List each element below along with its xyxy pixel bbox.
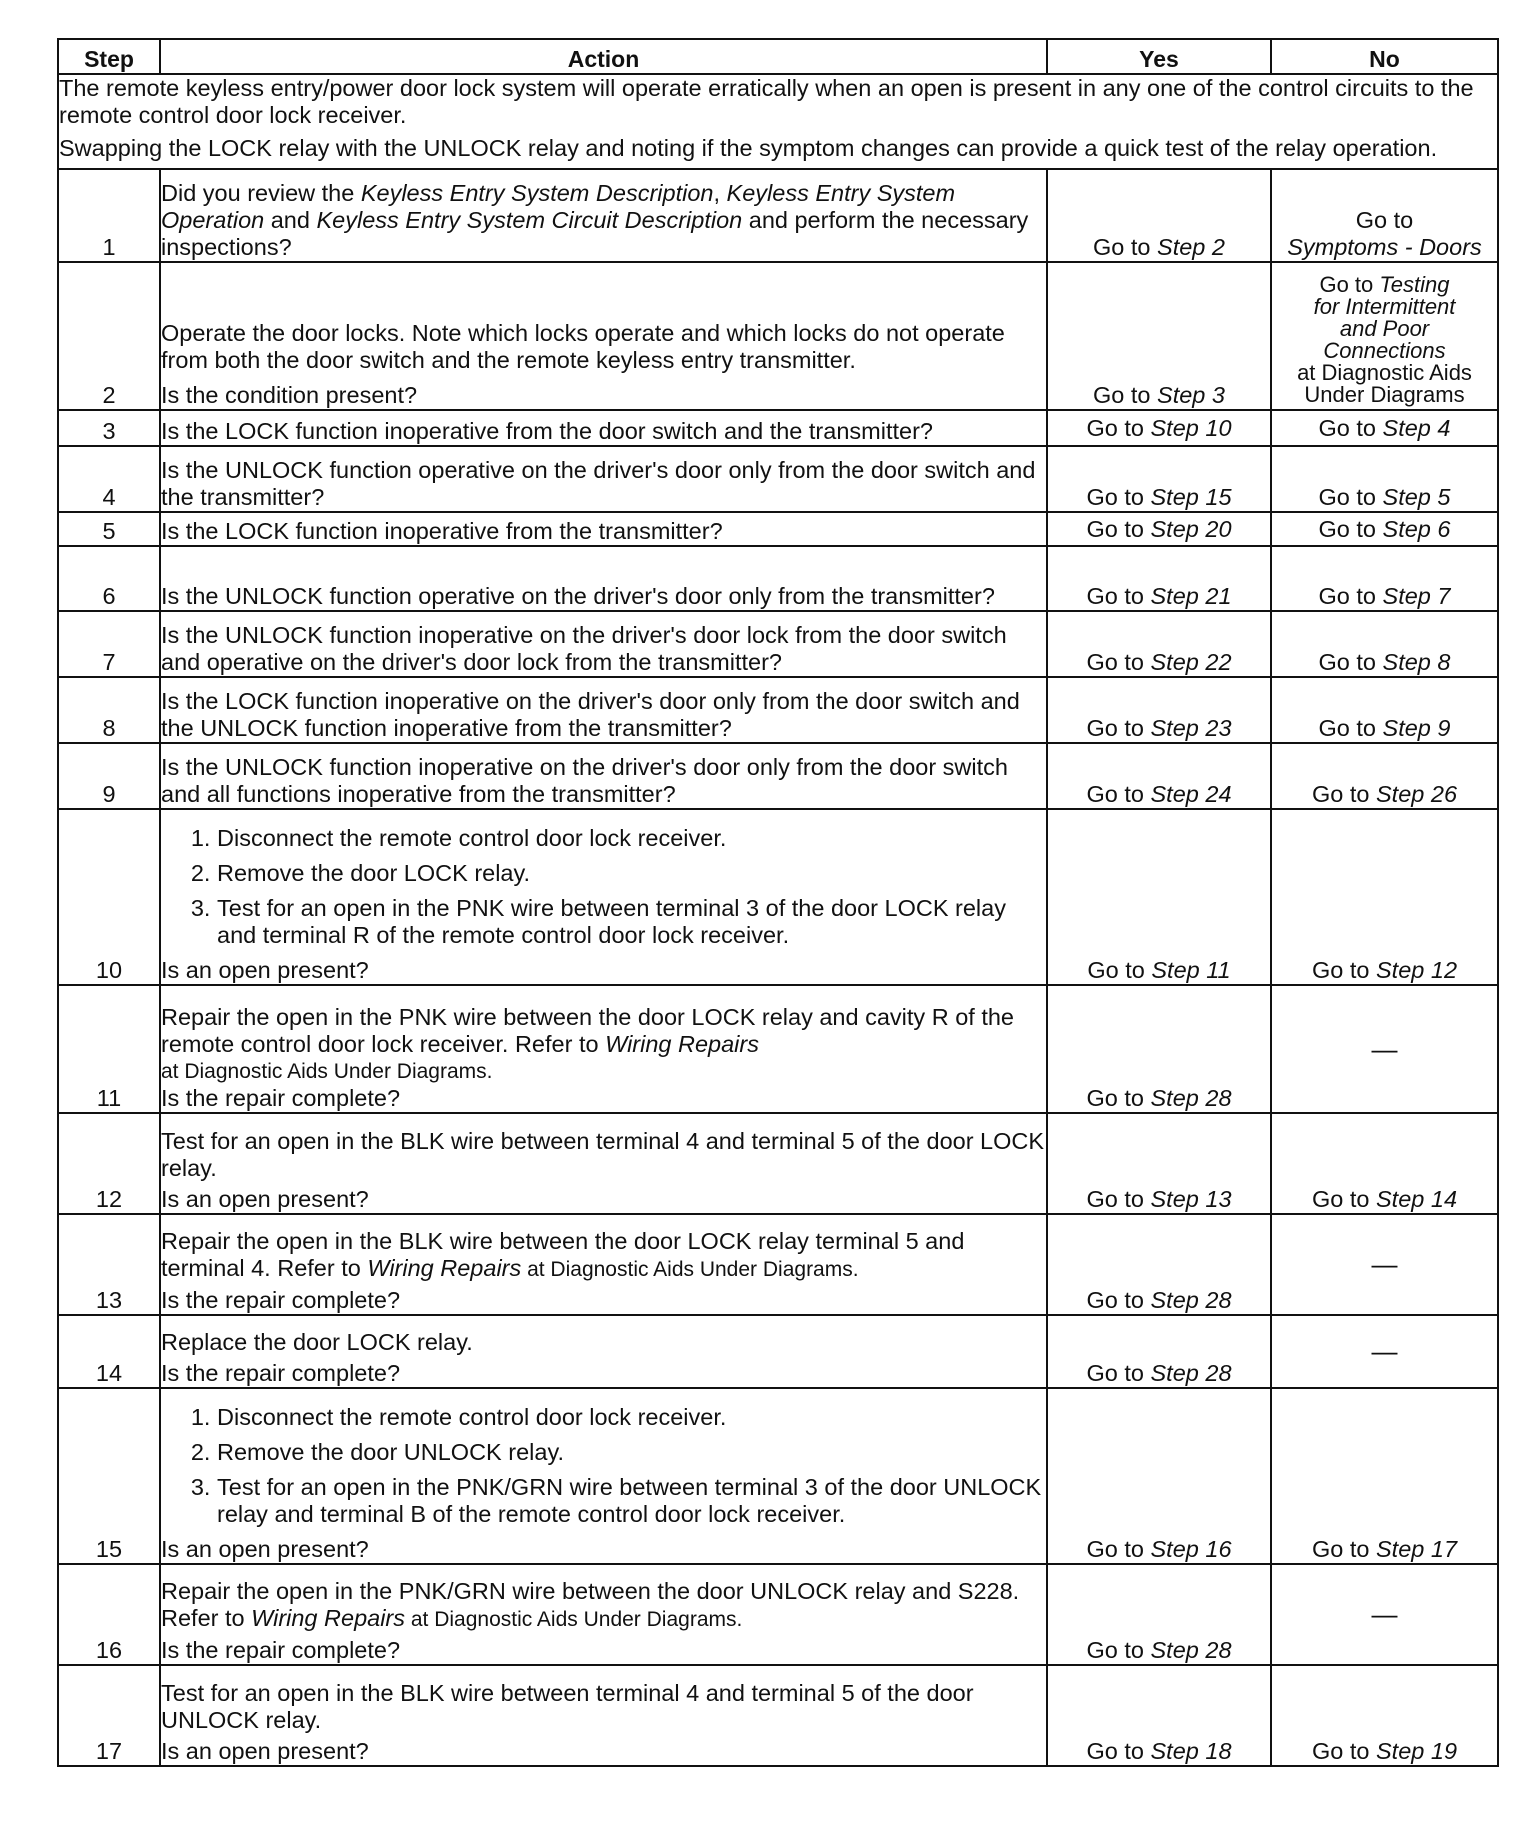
action-cell [160, 410, 1047, 446]
yes-cell: Go to Step 24 [1047, 743, 1271, 809]
action-cell [160, 1315, 1047, 1388]
no-cell: Go to Step 8 [1271, 611, 1498, 677]
table-row [58, 546, 1498, 611]
step-number: 16 [58, 1564, 160, 1665]
table-row [58, 1315, 1498, 1388]
intro-paragraph: The remote keyless entry/power door lock system will operate erratically when an open is present in any one of the control circuits to the remote control door lock receiver. [59, 75, 1474, 128]
step-number: 15 [58, 1388, 160, 1564]
action-cell [160, 1564, 1047, 1665]
action-cell [160, 677, 1047, 743]
action-cell [160, 446, 1047, 512]
yes-cell: Go to Step 28 [1047, 985, 1271, 1113]
no-cell: — [1271, 1564, 1498, 1665]
action-text: Repair the open in the BLK wire between the door LOCK relay terminal 5 and terminal 4. Refer to Wiring Repairs at Diagnostic Aids Under Diagrams. [161, 1228, 965, 1281]
header-row [58, 39, 1498, 74]
no-cell: Go to Step 26 [1271, 743, 1498, 809]
no-cell: — [1271, 1214, 1498, 1315]
step-number: 5 [58, 512, 160, 546]
action-question: Is the repair complete? [161, 1637, 401, 1663]
action-cell [160, 169, 1047, 262]
table-row [58, 1665, 1498, 1766]
header-action: Action [160, 39, 1047, 74]
action-text: Replace the door LOCK relay. [161, 1329, 473, 1355]
action-text: Repair the open in the PNK wire between the door LOCK relay and cavity R of the remote control door lock receiver. Refer to Wiring Repairs [161, 1004, 1014, 1057]
action-text: Test for an open in the BLK wire between terminal 4 and terminal 5 of the door UNLOCK relay. [161, 1680, 974, 1733]
intro-cell [58, 74, 1498, 169]
no-cell: Go to Symptoms - Doors [1271, 169, 1498, 262]
action-text: Is the UNLOCK function operative on the driver's door only from the transmitter? [161, 583, 995, 609]
yes-cell: Go to Step 3 [1047, 262, 1271, 410]
action-question: Is an open present? [161, 1536, 369, 1562]
table-row [58, 1564, 1498, 1665]
action-question: Is the condition present? [161, 382, 418, 408]
yes-cell: Go to Step 13 [1047, 1113, 1271, 1214]
header-step: Step [58, 39, 160, 74]
step-number: 13 [58, 1214, 160, 1315]
action-cell [160, 985, 1047, 1113]
no-cell: Go to Step 5 [1271, 446, 1498, 512]
table-row [58, 410, 1498, 446]
action-text: Is the LOCK function inoperative on the driver's door only from the door switch and the UNLOCK function inoperative from the transmitter? [161, 688, 1020, 741]
step-number: 3 [58, 410, 160, 446]
step-number: 2 [58, 262, 160, 410]
action-cell [160, 1388, 1047, 1564]
step-number: 7 [58, 611, 160, 677]
no-cell: Go to Step 7 [1271, 546, 1498, 611]
action-text: Is the UNLOCK function operative on the driver's door only from the door switch and the transmitter? [161, 457, 1036, 510]
action-cell [160, 1113, 1047, 1214]
yes-cell: Go to Step 10 [1047, 410, 1271, 446]
action-text: Is the LOCK function inoperative from the door switch and the transmitter? [161, 418, 933, 444]
header-no: No [1271, 39, 1498, 74]
action-text: at Diagnostic Aids Under Diagrams. [161, 1060, 493, 1083]
yes-cell: Go to Step 23 [1047, 677, 1271, 743]
step-number: 12 [58, 1113, 160, 1214]
step-number: 4 [58, 446, 160, 512]
action-text: Operate the door locks. Note which locks operate and which locks do not operate from both the door switch and the remote keyless entry transmitter. [161, 320, 1005, 373]
action-question: Is the repair complete? [161, 1360, 401, 1386]
action-cell [160, 1665, 1047, 1766]
yes-cell: Go to Step 22 [1047, 611, 1271, 677]
action-question: Is an open present? [161, 957, 369, 983]
list-item: 1. Disconnect the remote control door lock receiver. [217, 1404, 1046, 1431]
step-number: 8 [58, 677, 160, 743]
action-cell [160, 262, 1047, 410]
list-item: 3. Test for an open in the PNK wire between terminal 3 of the door LOCK relay and terminal R of the remote control door lock receiver. [217, 895, 1046, 949]
intro-paragraph: Swapping the LOCK relay with the UNLOCK relay and noting if the symptom changes can provide a quick test of the relay operation. [59, 135, 1438, 161]
yes-cell: Go to Step 15 [1047, 446, 1271, 512]
no-cell: — [1271, 985, 1498, 1113]
yes-cell: Go to Step 21 [1047, 546, 1271, 611]
list-item: 2. Remove the door LOCK relay. [217, 860, 1046, 887]
table-row [58, 1388, 1498, 1564]
action-question: Is an open present? [161, 1738, 369, 1764]
step-number: 6 [58, 546, 160, 611]
no-cell: Go to Step 14 [1271, 1113, 1498, 1214]
list-item: 1. Disconnect the remote control door lock receiver. [217, 825, 1046, 852]
action-cell [160, 743, 1047, 809]
action-text: Did you review the Keyless Entry System Description, Keyless Entry System Operation and Keyless Entry System Circuit Description and perform the necessary inspections? [161, 180, 1029, 260]
table-row [58, 1214, 1498, 1315]
action-cell [160, 611, 1047, 677]
yes-cell: Go to Step 28 [1047, 1315, 1271, 1388]
no-reference: Go to Testing for Intermittent and Poor Connections at Diagnostic Aids Under Diagrams [1297, 272, 1472, 407]
yes-cell: Go to Step 18 [1047, 1665, 1271, 1766]
no-cell: Go to Step 6 [1271, 512, 1498, 546]
table-row [58, 446, 1498, 512]
header-yes: Yes [1047, 39, 1271, 74]
step-number: 14 [58, 1315, 160, 1388]
step-number: 1 [58, 169, 160, 262]
action-question: Is an open present? [161, 1186, 369, 1212]
table-row [58, 985, 1498, 1113]
intro-row [58, 74, 1498, 169]
table-row [58, 743, 1498, 809]
diagnostic-table [57, 38, 1499, 1767]
action-cell [160, 512, 1047, 546]
step-number: 17 [58, 1665, 160, 1766]
yes-cell: Go to Step 2 [1047, 169, 1271, 262]
yes-cell: Go to Step 20 [1047, 512, 1271, 546]
table-row [58, 809, 1498, 985]
action-text: Test for an open in the BLK wire between terminal 4 and terminal 5 of the door LOCK relay. [161, 1128, 1045, 1181]
yes-cell: Go to Step 16 [1047, 1388, 1271, 1564]
table-row [58, 611, 1498, 677]
action-cell [160, 1214, 1047, 1315]
list-item: 2. Remove the door UNLOCK relay. [217, 1439, 1046, 1466]
no-cell [1271, 262, 1498, 410]
procedure-list [161, 1404, 1046, 1528]
table-row [58, 677, 1498, 743]
no-cell: Go to Step 17 [1271, 1388, 1498, 1564]
action-text: Is the LOCK function inoperative from the transmitter? [161, 518, 723, 544]
table-row [58, 512, 1498, 546]
no-cell: — [1271, 1315, 1498, 1388]
step-number: 9 [58, 743, 160, 809]
action-cell [160, 809, 1047, 985]
no-cell: Go to Step 9 [1271, 677, 1498, 743]
action-question: Is the repair complete? [161, 1085, 401, 1111]
no-cell: Go to Step 4 [1271, 410, 1498, 446]
yes-cell: Go to Step 28 [1047, 1564, 1271, 1665]
action-text: Is the UNLOCK function inoperative on the driver's door lock from the door switch and operative on the driver's door lock from the transmitter? [161, 622, 1007, 675]
no-cell: Go to Step 19 [1271, 1665, 1498, 1766]
yes-cell: Go to Step 11 [1047, 809, 1271, 985]
table-row [58, 169, 1498, 262]
procedure-list [161, 825, 1046, 949]
action-text: Is the UNLOCK function inoperative on the driver's door only from the door switch and all functions inoperative from the transmitter? [161, 754, 1008, 807]
yes-cell: Go to Step 28 [1047, 1214, 1271, 1315]
action-cell [160, 546, 1047, 611]
table-row [58, 262, 1498, 410]
step-number: 10 [58, 809, 160, 985]
table-row [58, 1113, 1498, 1214]
no-cell: Go to Step 12 [1271, 809, 1498, 985]
action-question: Is the repair complete? [161, 1287, 401, 1313]
list-item: 3. Test for an open in the PNK/GRN wire between terminal 3 of the door UNLOCK relay and terminal B of the remote control door lock receiver. [217, 1474, 1046, 1528]
step-number: 11 [58, 985, 160, 1113]
action-text: Repair the open in the PNK/GRN wire between the door UNLOCK relay and S228. Refer to Wiring Repairs at Diagnostic Aids Under Diagrams. [161, 1578, 1020, 1631]
